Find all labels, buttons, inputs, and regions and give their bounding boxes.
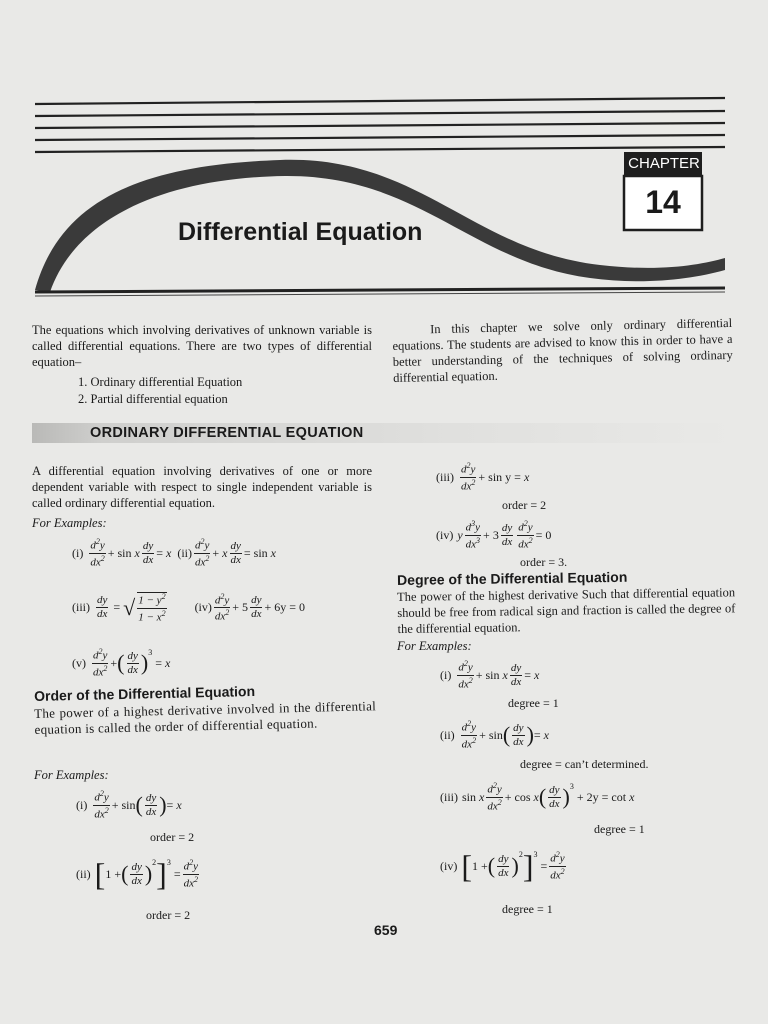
order-definition: The power of a highest derivative involved in the differential equation is called the order of differential equation. [34,698,377,737]
degree-example-ii: (ii) $\frac{d^2y}{dx^2}$ + sin ( $\frac{dy}{dx}$ ) = x [440,719,549,751]
order-example-ii: (ii) [ 1 + ( $\frac{dy}{dx}$ ) $^2$ ] $^3$ = $\frac{d^2y}{dx^2}$ [76,856,198,892]
order-value: order = 3. [520,555,568,569]
examples-label: For Examples: [34,768,109,782]
degree-heading: Degree of the Differential Equation [397,568,628,588]
degree-definition: The power of the highest derivative Such that differential equation should be free from radical sign and fraction is called the degree of the differential equation. [397,585,736,636]
ode-definition: A differential equation involving derivatives of one or more dependent variable with respect to single independent variable is called ordinary differential equation. [32,464,372,510]
intro-left-paragraph: The equations which involving derivatives of unknown variable is called differential equations. There are two types of differential equation– [32,323,372,369]
chapter-title: Differential Equation [178,218,423,246]
chapter-number: 14 [645,184,681,220]
degree-value: degree = can’t determined. [520,757,649,771]
ode-example-iii-right: (iii) $\frac{d^2y}{dx^2}$ + sin y = x [436,461,530,493]
list-item: 2. Partial differential equation [78,392,228,406]
section-band-title: ORDINARY DIFFERENTIAL EQUATION [90,425,364,441]
order-value: order = 2 [502,498,547,512]
ode-example-i-ii: (i) $\frac{d^2y}{dx^2}$ + sin x $\frac{dy}{dx}$ = x (ii) $\frac{d^2y}{dx^2}$ + x $\frac{dy}{dx}$ = sin x [72,537,276,569]
intro-right-paragraph: In this chapter we solve only ordinary differential equations. The students are advised to know this in order to have a better understanding of the techniques of solving ordinary differential equation. [392,315,733,385]
ode-example-v: (v) $\frac{d^2y}{dx^2}$ + ( $\frac{dy}{dx}$ ) $^3$ = x [72,647,171,679]
degree-example-i: (i) $\frac{d^2y}{dx^2}$ + sin x $\frac{dy}{dx}$ = x [440,659,540,691]
ode-example-iv-right: (iv) y $\frac{d^3y}{dx^3}$ + 3 $\frac{dy}{dx}$ $\frac{d^2y}{dx^2}$ = 0 [436,519,552,551]
degree-value: degree = 1 [594,822,645,836]
ode-example-iii-iv: (iii) $\frac{dy}{dx}$ = √ $\frac{1 - y^2}{1 - x^2}$ (iv) $\frac{d^2y}{dx^2}$ + 5 $\frac{dy}{dx}$ + 6y = 0 [72,591,305,624]
chapter-label: CHAPTER [628,155,700,172]
order-value: order = 2 [150,830,195,844]
degree-value: degree = 1 [502,902,553,916]
order-value: order = 2 [146,908,191,922]
list-item: 1. Ordinary differential Equation [78,375,243,389]
degree-example-iv: (iv) [ 1 + ( $\frac{dy}{dx}$ ) $^2$ ] $^3$ = $\frac{d^2y}{dx^2}$ [440,848,565,884]
degree-value: degree = 1 [508,696,559,710]
degree-example-iii: (iii) sin x $\frac{d^2y}{dx^2}$ + cos x ( $\frac{dy}{dx}$ ) $^3$ + 2y = cot x [440,781,635,813]
order-heading: Order of the Differential Equation [34,682,256,704]
order-example-i: (i) $\frac{d^2y}{dx^2}$ + sin ( $\frac{dy}{dx}$ ) = x [76,789,182,821]
examples-label: For Examples: [32,516,107,530]
page-number: 659 [374,922,398,938]
examples-label: For Examples: [397,639,472,653]
